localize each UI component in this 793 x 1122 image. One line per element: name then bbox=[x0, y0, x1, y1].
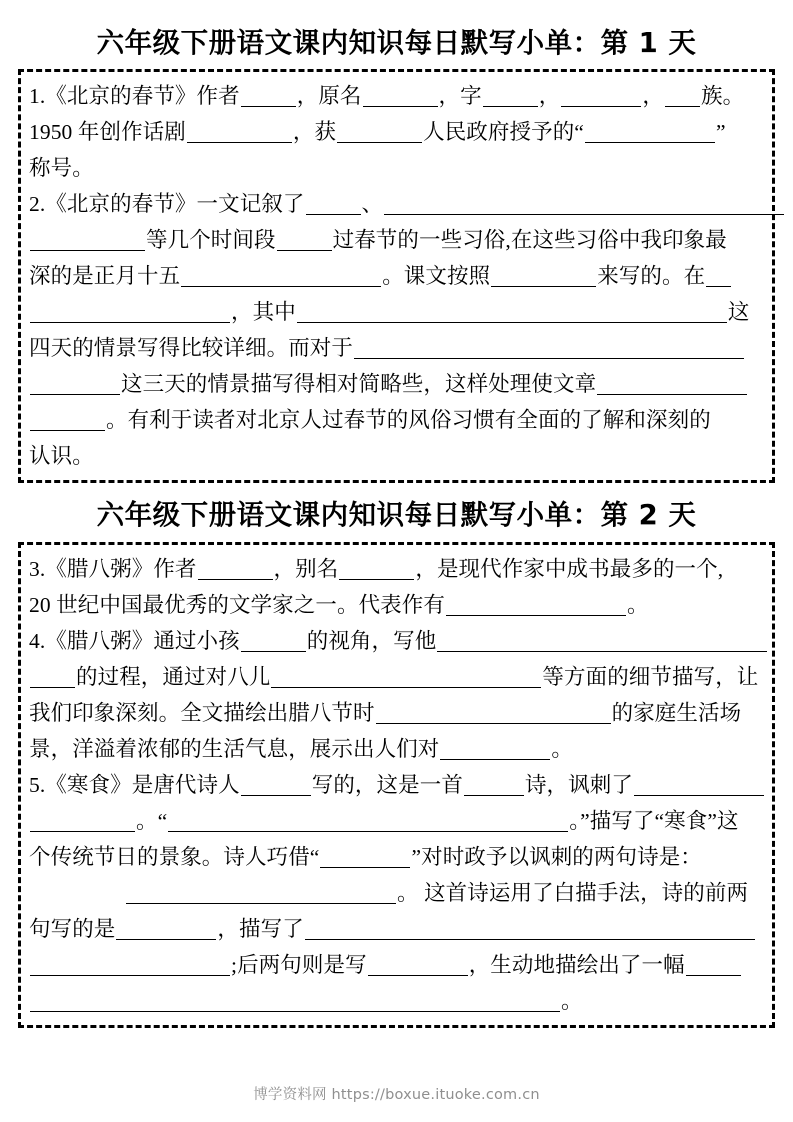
question-text: ” bbox=[715, 120, 726, 145]
blank-field[interactable] bbox=[561, 85, 641, 107]
question-text: 。”描写了“寒食”这 bbox=[569, 808, 739, 833]
question-text: 人民政府授予的“ bbox=[423, 120, 584, 145]
question-text: 写的，这是一首 bbox=[311, 772, 463, 797]
blank-field[interactable] bbox=[277, 229, 332, 251]
question-line bbox=[29, 438, 766, 474]
blank-field[interactable] bbox=[30, 373, 120, 395]
question-line bbox=[29, 222, 766, 258]
question-text: 。有利于读者对北京人过春节的风俗习惯有全面的了解和深刻的 bbox=[106, 408, 711, 433]
blank-field[interactable] bbox=[30, 954, 230, 976]
question-line bbox=[29, 839, 766, 875]
question-text: 句写的是 bbox=[29, 916, 116, 941]
blank-field[interactable] bbox=[585, 121, 715, 143]
blank-field[interactable] bbox=[30, 810, 135, 832]
question-text: 、 bbox=[361, 192, 384, 217]
question-text: ”对时政予以讽刺的两句诗是： bbox=[411, 844, 702, 869]
question-text: 5.《寒食》是唐代诗人 bbox=[29, 772, 240, 797]
question-line bbox=[29, 78, 766, 114]
question-text: 这三天的情景描写得相对简略些，这样处理使文章 bbox=[121, 372, 597, 397]
blank-field[interactable] bbox=[446, 594, 626, 616]
question-text: 称号。 bbox=[29, 156, 94, 181]
question-line bbox=[29, 366, 766, 402]
question-line bbox=[29, 731, 766, 767]
blank-field[interactable] bbox=[30, 990, 560, 1012]
question-line bbox=[29, 659, 766, 695]
section-title-day2: 六年级下册语文课内知识每日默写小单：第 2 天 bbox=[96, 499, 697, 532]
question-line bbox=[29, 402, 766, 438]
question-text: ，描写了 bbox=[217, 916, 304, 941]
question-text: 。“ bbox=[136, 808, 168, 833]
blank-field[interactable] bbox=[30, 666, 75, 688]
question-text: 。课文按照 bbox=[382, 264, 491, 289]
question-line bbox=[29, 983, 766, 1019]
question-line bbox=[29, 258, 766, 294]
blank-field[interactable] bbox=[30, 409, 105, 431]
blank-field[interactable] bbox=[126, 882, 396, 904]
question-text: ，原名 bbox=[296, 84, 362, 109]
blank-field[interactable] bbox=[337, 121, 422, 143]
question-line bbox=[29, 114, 766, 150]
question-line bbox=[29, 294, 766, 330]
blank-field[interactable] bbox=[440, 738, 550, 760]
blank-field[interactable] bbox=[30, 301, 230, 323]
question-text: 深的是正月十五 bbox=[29, 264, 181, 289]
blank-field[interactable] bbox=[363, 85, 438, 107]
question-line bbox=[29, 695, 766, 731]
question-text: 2.《北京的春节》一文记叙了 bbox=[29, 192, 305, 217]
question-text: ，生动地描绘出了一幅 bbox=[468, 952, 685, 977]
question-text: 诗，讽刺了 bbox=[524, 772, 633, 797]
question-text: 的视角，写他 bbox=[306, 628, 437, 653]
question-text: 3.《腊八粥》作者 bbox=[29, 556, 197, 581]
blank-field[interactable] bbox=[437, 630, 767, 652]
blank-field[interactable] bbox=[384, 193, 784, 215]
blank-field[interactable] bbox=[241, 774, 311, 796]
question-line bbox=[29, 587, 766, 623]
blank-field[interactable] bbox=[491, 265, 596, 287]
question-text: 。 bbox=[561, 988, 583, 1013]
blank-field[interactable] bbox=[241, 630, 306, 652]
blank-field[interactable] bbox=[634, 774, 764, 796]
blank-field[interactable] bbox=[464, 774, 524, 796]
blank-field[interactable] bbox=[320, 846, 410, 868]
question-text: 的家庭生活场 bbox=[611, 700, 742, 725]
blank-field[interactable] bbox=[187, 121, 292, 143]
question-text: 族。 bbox=[700, 84, 745, 109]
question-text: 认识。 bbox=[29, 444, 94, 469]
question-text: 过春节的一些习俗,在这些习俗中我印象最 bbox=[332, 228, 727, 253]
blank-field[interactable] bbox=[597, 373, 747, 395]
question-text: ， bbox=[538, 84, 561, 109]
question-line bbox=[29, 186, 766, 222]
question-text: ，获 bbox=[292, 120, 337, 145]
question-text: ，别名 bbox=[273, 556, 339, 581]
question-text: 等方面的细节描写，让 bbox=[542, 664, 759, 689]
question-text: 个传统节日的景象。诗人巧借“ bbox=[29, 844, 320, 869]
section-title-day1: 六年级下册语文课内知识每日默写小单：第 1 天 bbox=[96, 27, 697, 59]
question-text: 1.《北京的春节》作者 bbox=[29, 84, 240, 109]
blank-field[interactable] bbox=[339, 558, 414, 580]
question-text: 来写的。在 bbox=[597, 264, 706, 289]
question-text: 20 世纪中国最优秀的文学家之一。代表作有 bbox=[29, 592, 445, 617]
question-text: 这 bbox=[727, 300, 750, 325]
blank-field[interactable] bbox=[297, 301, 727, 323]
question-text: 的过程，通过对八儿 bbox=[76, 664, 271, 689]
question-line bbox=[29, 947, 766, 983]
blank-field[interactable] bbox=[181, 265, 381, 287]
question-text: ;后两句则是写 bbox=[231, 952, 367, 977]
question-text: 我们印象深刻。全文描绘出腊八节时 bbox=[29, 700, 375, 725]
blank-field[interactable] bbox=[706, 265, 731, 287]
blank-field[interactable] bbox=[376, 702, 611, 724]
question-line bbox=[29, 150, 766, 186]
question-line bbox=[29, 623, 766, 659]
question-box-day2 bbox=[18, 542, 775, 1028]
footer-watermark: 博学资料网 https://boxue.ituoke.com.cn bbox=[253, 1087, 540, 1103]
blank-field[interactable] bbox=[198, 558, 273, 580]
blank-field[interactable] bbox=[483, 85, 538, 107]
question-line bbox=[29, 911, 766, 947]
question-line bbox=[29, 551, 766, 587]
question-text: ， bbox=[642, 84, 664, 109]
question-text: 四天的情景写得比较详细。而对于 bbox=[29, 336, 354, 361]
blank-field[interactable] bbox=[305, 918, 755, 940]
question-text: ，是现代作家中成书最多的一个, bbox=[415, 556, 724, 581]
question-box-day1 bbox=[18, 69, 775, 483]
question-text: ，其中 bbox=[231, 300, 296, 325]
blank-field[interactable] bbox=[686, 954, 741, 976]
question-text: 。 这首诗运用了白描手法，诗的前两 bbox=[397, 880, 749, 905]
blank-field[interactable] bbox=[241, 85, 296, 107]
question-text: 。 bbox=[551, 736, 574, 761]
blank-field[interactable] bbox=[306, 193, 361, 215]
question-line bbox=[29, 330, 766, 366]
question-text: 。 bbox=[626, 592, 649, 617]
question-line bbox=[29, 803, 766, 839]
question-text: ，字 bbox=[438, 84, 482, 109]
question-text: 1950 年创作话剧 bbox=[29, 120, 186, 145]
blank-field[interactable] bbox=[30, 229, 145, 251]
blank-field[interactable] bbox=[354, 337, 744, 359]
blank-field[interactable] bbox=[116, 918, 216, 940]
question-line bbox=[29, 875, 766, 911]
blank-field[interactable] bbox=[665, 85, 700, 107]
question-text: 景，洋溢着浓郁的生活气息，展示出人们对 bbox=[29, 736, 440, 761]
question-text: 等几个时间段 bbox=[146, 228, 276, 253]
question-line bbox=[29, 767, 766, 803]
question-text: 4.《腊八粥》通过小孩 bbox=[29, 628, 240, 653]
blank-field[interactable] bbox=[368, 954, 468, 976]
blank-field[interactable] bbox=[168, 810, 568, 832]
blank-field[interactable] bbox=[271, 666, 541, 688]
